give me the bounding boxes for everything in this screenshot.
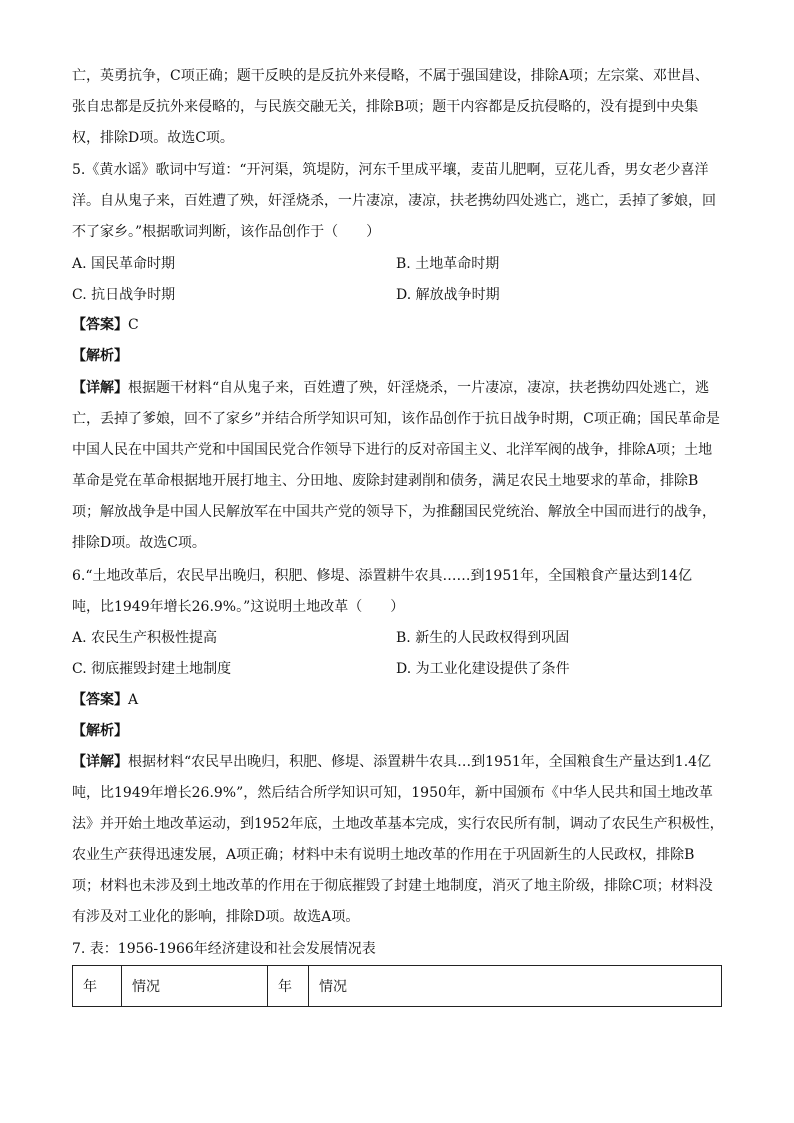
answer-tag: 【答案】 <box>72 692 128 708</box>
q6-option-a: A. 农民生产积极性提高 <box>72 630 218 646</box>
q7-table <box>72 965 722 1007</box>
q6-detail-line <box>72 752 732 772</box>
q5-detail-line: 排除D项。故选C项。 <box>72 535 206 551</box>
q6-option-d: D. 为工业化建设提供了条件 <box>396 661 570 677</box>
q5-detail-line <box>72 378 732 398</box>
q5-analysis-tag <box>72 346 128 366</box>
q5-option-b: B. 土地革命时期 <box>396 256 500 272</box>
q5-detail-line: 项；解放战争是中国人民解放军在中国共产党的领导下，为推翻国民党统治、解放全中国而进行的战争， <box>72 504 716 520</box>
q6-detail-line: 法》并开始土地改革运动，到1952年底，土地改革基本完成，实行农民所有制，调动了农民生产积极性， <box>72 816 724 832</box>
q6-option-c: C. 彻底摧毁封建土地制度 <box>72 661 232 677</box>
q6-detail-line: 项；材料也未涉及到土地改革的作用在于彻底摧毁了封建土地制度，消灭了地主阶级，排除C项；材料没 <box>72 878 713 894</box>
q6-answer <box>72 690 138 710</box>
detail-tag: 【详解】 <box>72 754 128 770</box>
answer-tag: 【答案】 <box>72 317 128 333</box>
table-header-cell: 情况 <box>122 966 268 1007</box>
q5-stem-line: 洋。自从鬼子来，百姓遭了殃，奸淫烧杀，一片凄凉，凄凉，扶老携幼四处逃亡，逃亡，丢掉了爹娘，回 <box>72 193 716 209</box>
q6-stem-line: 6.“土地改革后，农民早出晚归，积肥、修堤、添置耕牛农具……到1951年，全国粮食产量达到14亿 <box>72 568 692 584</box>
q4-analysis-line: 张自忠都是反抗外来侵略的，与民族交融无关，排除B项；题干内容都是反抗侵略的，没有提到中央集 <box>72 99 699 115</box>
answer-value: C <box>128 317 139 333</box>
q6-analysis-tag <box>72 721 128 741</box>
detail-tag: 【详解】 <box>72 380 128 396</box>
q5-detail-line: 革命是党在革命根据地开展打地主、分田地、废除封建剥削和债务，满足农民土地要求的革命，排除B <box>72 473 699 489</box>
analysis-tag: 【解析】 <box>72 348 128 364</box>
table-header-cell: 年 <box>268 966 309 1007</box>
analysis-tag: 【解析】 <box>72 723 128 739</box>
table-header-cell: 年 <box>73 966 122 1007</box>
answer-value: A <box>128 692 139 708</box>
table-header-cell: 情况 <box>309 966 722 1007</box>
q5-stem-line: 5.《黄水谣》歌词中写道：“开河渠，筑堤防，河东千里成平壤，麦苗儿肥啊，豆花儿香，男女老少喜洋 <box>72 162 709 178</box>
q5-detail-line: 中国人民在中国共产党和中国国民党合作领导下进行的反对帝国主义、北洋军阀的战争，排除A项；土地 <box>72 442 713 458</box>
q5-option-a: A. 国民革命时期 <box>72 256 176 272</box>
q6-option-b: B. 新生的人民政权得到巩固 <box>396 630 570 646</box>
q5-detail-line: 亡，丢掉了爹娘，回不了家乡”并结合所学知识可知，该作品创作于抗日战争时期，C项正确；国民革命是 <box>72 411 720 427</box>
q6-stem-line: 吨，比1949年增长26.9%。”这说明土地改革（ ） <box>72 599 405 615</box>
q7-stem: 7. 表：1956-1966年经济建设和社会发展情况表 <box>72 941 376 957</box>
table-header-row <box>73 966 722 1007</box>
q6-detail-line: 吨，比1949年增长26.9%”，然后结合所学知识可知，1950年，新中国颁布《中华人民共和国土地改革 <box>72 785 713 801</box>
q4-analysis-line: 亡，英勇抗争，C项正确；题干反映的是反抗外来侵略，不属于强国建设，排除A项；左宗棠、邓世昌、 <box>72 68 709 84</box>
q5-option-d: D. 解放战争时期 <box>396 287 500 303</box>
detail-text: 根据材料“农民早出晚归，积肥、修堤、添置耕牛农具…到1951年，全国粮食生产量达到1.4亿 <box>128 754 712 770</box>
q4-analysis-line: 权，排除D项。故选C项。 <box>72 130 234 146</box>
q6-detail-line: 农业生产获得迅速发展，A项正确；材料中未有说明土地改革的作用在于巩固新生的人民政权，排除B <box>72 847 695 863</box>
q5-stem-line: 不了家乡。”根据歌词判断，该作品创作于（ ） <box>72 224 381 240</box>
q5-answer <box>72 315 139 335</box>
q5-option-c: C. 抗日战争时期 <box>72 287 176 303</box>
detail-text: 根据题干材料“自从鬼子来，百姓遭了殃，奸淫烧杀，一片凄凉，凄凉，扶老携幼四处逃亡，逃 <box>128 380 710 396</box>
q6-detail-line: 有涉及对工业化的影响，排除D项。故选A项。 <box>72 909 360 925</box>
